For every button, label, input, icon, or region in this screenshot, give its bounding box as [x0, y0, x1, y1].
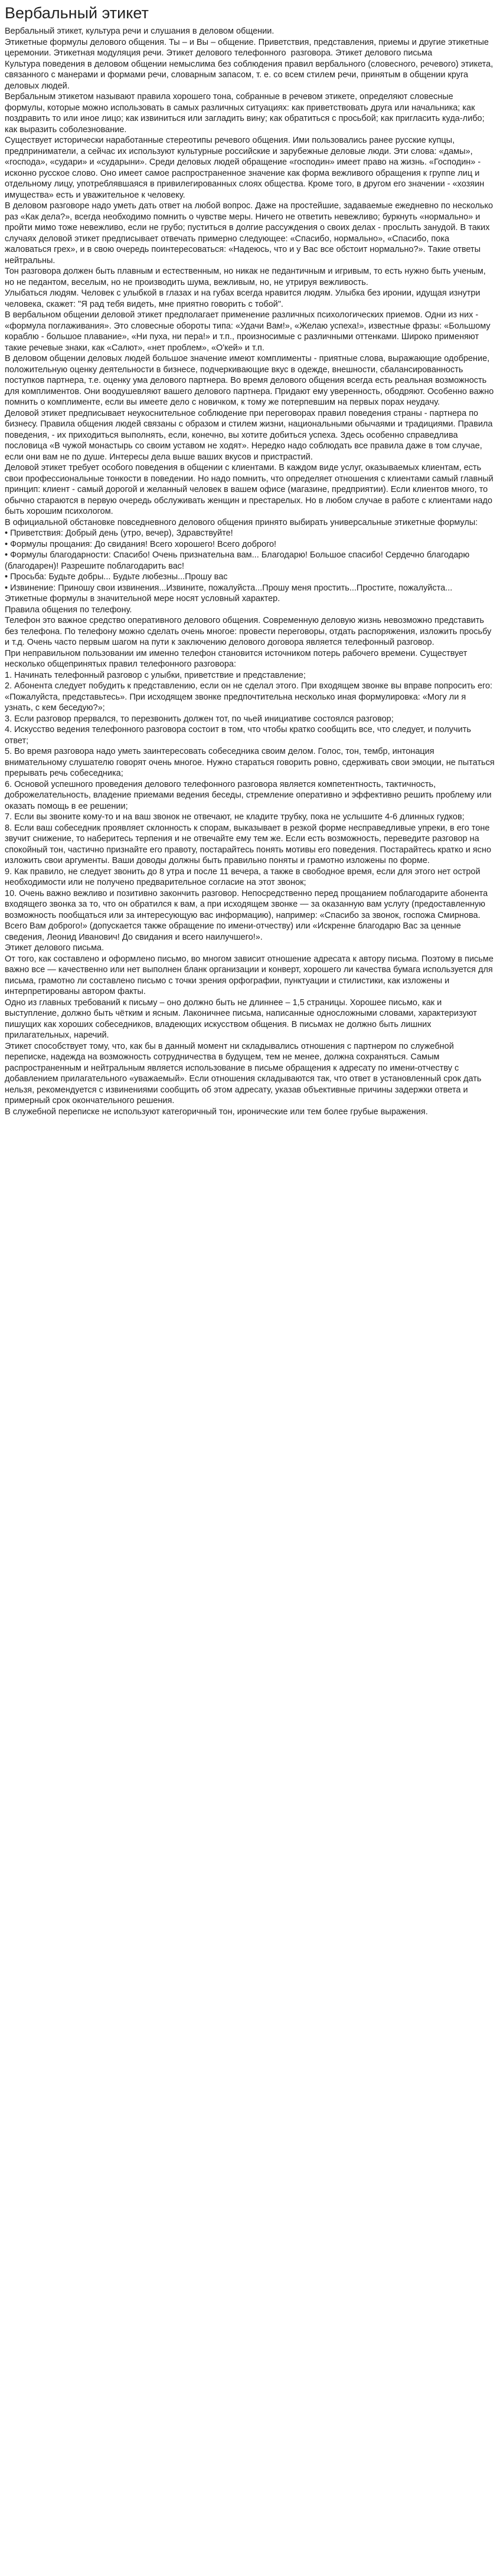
paragraph: Тон разговора должен быть плавным и естественным, но никак не педантичным и игривым, то есть нужно быть ученым, но не педантом, веселым, но не производить шума, вежливым, но, не утрируя вежливость. — [5, 267, 488, 287]
paragraph: В вербальном общении деловой этикет предполагает применение различных психологических приемов. Одни из них - «формула поглаживания». Это словесные обороты типа: «Удачи Вам!», «Желаю успеха!», известные фразы: «Большому кораблю - большое плавание», «Ни пуха, ни пера!» и т.п., произносимые с различными оттенками. Широко применяют такие речевые знаки, как «Салют», «нет проблем», «О'кей» и т.п. — [5, 310, 493, 353]
paragraph: • Приветствия: Добрый день (утро, вечер), Здравствуйте! — [5, 529, 233, 538]
paragraph: В деловом общении деловых людей большое значение имеют комплименты - приятные слова, выражающие одобрение, положительную оценку деятельности в бизнесе, подчеркивающие вкус в одежде, внешности, сбалансированность поступков партнера, т.е. оценку ума делового партнера. Во время делового общения всегда есть реальная возможность для комплиментов. Они воодушевляют вашего делового партнера. Придают ему уверенность, ободряют. Особенно важно помнить о комплименте, если вы имеете дело с новичком, к тому же потерпевшим на первых порах неудачу. — [5, 354, 496, 407]
paragraph: 1. Начинать телефонный разговор с улыбки, приветствие и представление; — [5, 670, 306, 680]
paragraph: 10. Очень важно вежливо и позитивно закончить разговор. Непосредственно перед прощанием поблагодарите абонента входящего звонка за то, что он обратился к вам, а при исходящем звонке — за оказанную вам услугу (предоставленную возможность пообщаться или за интересующую вас информацию), например: «Спасибо за звонок, госпожа Смирнова. Всего Вам доброго!» (допускается также обращение по имени-отчеству) или «Искренне благодарю Вас за ценные сведения, Леонид Иванович! До свидания и всего наилучшего!». — [5, 888, 491, 942]
paragraph: 5. Во время разговора надо уметь заинтересовать собеседника своим делом. Голос, тон, тембр, интонация внимательному слушателю говорят очень многое. Нужно стараться говорить ровно, сдерживать свои эмоции, не пытаться прерывать речь собеседника; — [5, 747, 497, 778]
document-body — [5, 26, 495, 1117]
paragraph: В официальной обстановке повседневного делового общения принято выбирать универсальные этикетные формулы: — [5, 517, 478, 527]
paragraph: Этикет способствует тому, что, как бы в данный момент ни складывались отношения с партнером по служебной переписке, надежда на возможность сотрудничества в будущем, тем не менее, должна сохраняться. Самым распространенным и нейтральным является использование в письме обращения к адресату по имени-отчеству с добавлением прилагательного «уважаемый». Если отношения складываются так, что ответ в установленный срок дать нельзя, рекомендуется с извинениями сообщить об этом адресату, указав объективные причины задержки ответа и примерный срок окончательного решения. — [5, 1041, 484, 1105]
paragraph: 9. Как правило, не следует звонить до 8 утра и после 11 вечера, а также в свободное время, если для этого нет острой необходимости или не получено предварительное согласие на этот звонок; — [5, 867, 483, 887]
paragraph: • Просьба: Будьте добры... Будьте любезны...Прошу вас — [5, 572, 228, 582]
paragraph: 4. Искусство ведения телефонного разговора состоит в том, что чтобы кратко сообщить все, что следует, и получить ответ; — [5, 725, 473, 746]
paragraph: • Формулы благодарности: Спасибо! Очень признательна вам... Благодарю! Большое спасибо! Сердечно благодарю (благодарен)! Разрешите поблагодарить вас! — [5, 550, 472, 571]
paragraph: 3. Если разговор прервался, то перезвонить должен тот, по чьей инициативе состоялся разговор; — [5, 714, 394, 724]
paragraph: 7. Если вы звоните кому-то и на ваш звонок не отвечают, не кладите трубку, пока не услышите 4-6 длинных гудков; — [5, 812, 465, 822]
paragraph: Вербальным этикетом называют правила хорошего тона, собранные в речевом этикете, определяют словесные формулы, которые можно использовать в самых различных ситуациях: как приветствовать друга или начальника; как поздравить то или иное лицо; как извиниться или загладить вину; как обратиться с просьбой; как пригласить куда-либо; как выразить соболезнование. — [5, 92, 487, 134]
paragraph: Улыбаться людям. Человек с улыбкой в глазах и на губах всегда нравится людям. Улыбка без иронии, идущая изнутри человека, скажет: "Я рад тебя видеть, мне приятно говорить с тобой". — [5, 288, 483, 309]
paragraph: 6. Основой успешного проведения делового телефонного разговора является компетентность, тактичность, доброжелательность, владение приемами ведения беседы, стремление оперативно и эффективно решить проблему или оказать помощь в ее решении; — [5, 779, 494, 811]
paragraph: От того, как составлено и оформлено письмо, во многом зависит отношение адресата к автору письма. Поэтому в письме важно все — качественно или нет выполнен бланк организации и конверт, хорошего ли качества бумага используется для письма, грамотно ли составлено письмо с точки зрения орфографии, пунктуации и стилистики, как изложены и интерпретированы автором факты. — [5, 954, 496, 996]
paragraph: Этикет делового письма. — [5, 943, 104, 953]
paragraph: В деловом разговоре надо уметь дать ответ на любой вопрос. Даже на простейшие, задаваемые ежедневно по несколько раз «Как дела?», всегда необходимо помнить о чувстве меры. Ничего не ответить невежливо; буркнуть «нормально» и пройти мимо тоже невежливо, если не грубо; пуститься в долгие рассуждения о своих делах - прослыть занудой. В таких случаях деловой этикет предписывает отвечать примерно следующее: «Спасибо, нормально», «Спасибо, пока жаловаться грех», и в свою очередь поинтересоваться: «Надеюсь, что и у Вас все обстоит нормально?». Такие ответы нейтральны. — [5, 201, 496, 265]
paragraph: Телефон это важное средство оперативного делового общения. Современную деловую жизнь невозможно представить без телефона. По телефону можно сделать очень многое: провести переговоры, отдать распоряжения, изложить просьбу и т.д. Очень часто первым шагом на пути к заключению делового договора является телефонный разговор. — [5, 616, 494, 647]
paragraph: 8. Если ваш собеседник проявляет склонность к спорам, выказывает в резкой форме несправедливые упреки, в его тоне звучит снижение, то наберитесь терпения и не отвечайте ему тем же. Если есть возможность, переведите разговор на спокойный тон, частично признайте его правоту, постарайтесь понять мотивы его поведения. Постарайтесь кратко и ясно изложить свои аргументы. Ваши доводы должны быть правильно поняты и грамотно изложены по форме. — [5, 823, 494, 865]
paragraph: Правила общения по телефону. — [5, 605, 132, 615]
paragraph: Одно из главных требований к письму – оно должно быть не длиннее – 1,5 страницы. Хорошее письмо, как и выступление, должно быть чётким и ясным. Лаконичнее письма, написанные односложными словами, характеризуют пишущих как хороших собеседников, владеющих искусством общения. В письмах не должно быть лишних прилагательных, наречий. — [5, 997, 479, 1040]
paragraph: 2. Абонента следует побудить к представлению, если он не сделал этого. При входящем звонке вы вправе попросить его: «Пожалуйста, представьтесь». При исходящем звонке предпочтительна несколько иная формулировка: «Могу ли я узнать, с кем беседую?»; — [5, 681, 495, 713]
paragraph: Этикетные формулы в значительной мере носят условный характер. — [5, 594, 280, 603]
paragraph: • Формулы прощания: До свидания! Всего хорошего! Всего доброго! — [5, 539, 277, 549]
paragraph: При неправильном пользовании им именно телефон становится источником потерь рабочего времени. Существует несколько общепринятых правил телефонного разговора: — [5, 648, 470, 669]
paragraph: Существует исторически наработанные стереотипы речевого общения. Ими пользовались ранее русские купцы, предприниматели, а сейчас их используют культурные российские и зарубежные деловые люди. Эти слова: «дамы», «господа», «судари» и «сударыни». Среди деловых людей обращение «господин» имеет право на жизнь. «Господин» - исконно русское слово. Оно имеет самое распространенное значение как форма вежливого обращения к группе лиц и отдельному лицу, употреблявшаяся в привилегированных слоях общества. Кроме того, в другом его значении - «хозяин имущества» есть и уважительное к человеку. — [5, 136, 487, 200]
paragraph: В служебной переписке не используют категоричный тон, иронические или тем более грубые выражения. — [5, 1107, 428, 1117]
paragraph: Этикетные формулы делового общения. Ты – и Вы – общение. Приветствия, представления, приемы и другие этикетные церемонии. Этикетная модуляция речи. Этикет делового телефонного разговора. Этикет делового письма — [5, 37, 494, 58]
paragraph: Деловой этикет требует особого поведения в общении с клиентами. В каждом виде услуг, оказываемых клиентам, есть свои профессиональные тонкости в поведении. Но надо помнить, что определяет отношения с клиентами самый главный принцип: клиент - самый дорогой и желанный человек в вашем офисе (магазине, предприятии). Если клиентов много, то обычно стараются в первую очередь обслуживать женщин и престарелых. Но в любом случае в работе с клиентами надо быть хорошим психологом. — [5, 463, 496, 516]
paragraph: Деловой этикет предписывает неукоснительное соблюдение при переговорах правил поведения страны - партнера по бизнесу. Правила общения людей связаны с образом и стилем жизни, национальными обычаями и традициями. Правила поведения, - их приходиться выполнять, если, конечно, вы хотите добиться успеха. Здесь особенно справедлива пословица «В чужой монастырь со своим уставом не ходят». Нередко надо соблюдать все правила даже в том случае, если они вам не по душе. Интересы дела выше ваших вкусов и пристрастий. — [5, 408, 495, 462]
document-page — [0, 0, 500, 1117]
paragraph: • Извинение: Приношу свои извинения...Извините, пожалуйста...Прошу меня простить...Простите, пожалуйста... — [5, 583, 453, 593]
paragraph: Вербальный этикет, культура речи и слушания в деловом общении. — [5, 27, 274, 36]
page-title: Вербальный этикет — [5, 4, 149, 22]
paragraph: Культура поведения в деловом общении немыслима без соблюдения правил вербального (словесного, речевого) этикета, связанного с манерами и формами речи, словарным запасом, т. е. со всем стилем речи, принятым в общении круга деловых людей. — [5, 59, 496, 91]
